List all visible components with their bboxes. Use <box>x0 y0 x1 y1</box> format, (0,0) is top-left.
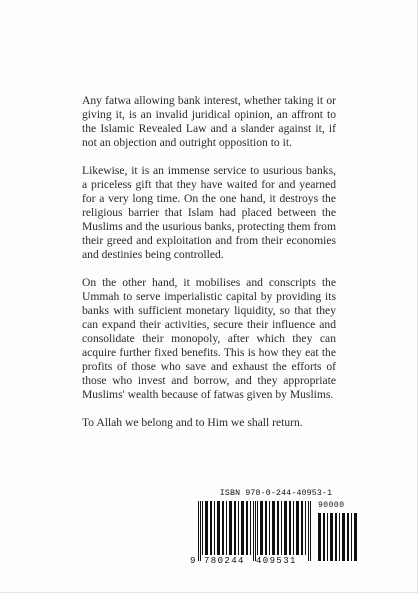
barcode-bar <box>277 501 279 555</box>
paragraph-2: Likewise, it is an immense service to usurious banks, a priceless gift that they have waited for and yearned for a very long time. On the one hand, it destroys the religious barrier that Islam had placed between the Muslims and the usurious banks, protecting them from their greed and exploitation and from their economies and destinies being controlled. <box>82 164 336 261</box>
back-cover-text <box>82 94 336 430</box>
barcode-guard-bar <box>200 501 201 561</box>
barcode-guard-bar <box>253 501 254 561</box>
barcode-bar <box>335 513 337 561</box>
barcode-bar <box>339 513 340 561</box>
paragraph-4: To Allah we belong and to Him we shall return. <box>82 416 303 429</box>
barcode-bar <box>234 501 236 555</box>
barcode-bar <box>342 513 345 561</box>
barcode-bar <box>257 501 258 555</box>
barcode-bar <box>301 501 303 555</box>
barcode-bar <box>354 513 357 561</box>
barcode-bar <box>351 513 352 561</box>
paragraph-3: On the other hand, it mobilises and conscripts the Ummah to serve imperialistic capital by providing its banks with sufficient monetary liquidity, so that they can expand their activities, secure their influence and consolidate their monopoly, after which they can acquire further fixed benefits. This is how they eat the profits of those who save and exhaust the efforts of those who invest and borrow, and they appropriate Muslims' wealth because of fatwas given by Muslims. <box>82 276 336 401</box>
barcode-bar <box>241 501 244 555</box>
barcode-guard-bar <box>198 501 199 561</box>
barcode-bar <box>210 501 212 555</box>
barcode-bar <box>323 513 325 561</box>
barcode-bar <box>226 501 227 555</box>
barcode-guard-bar <box>310 501 311 561</box>
barcode-bar <box>293 501 294 555</box>
barcode-bar <box>296 501 299 555</box>
barcode-bar <box>217 501 220 555</box>
barcode-bar <box>238 501 239 555</box>
isbn-barcode <box>190 489 362 573</box>
barcode-bar <box>284 501 287 555</box>
barcode-bar <box>289 501 291 555</box>
barcode-bar <box>347 513 349 561</box>
barcode-bar <box>272 501 275 555</box>
barcode-bar <box>260 501 263 555</box>
barcode-bar <box>330 513 333 561</box>
barcode-bar <box>214 501 215 555</box>
barcode-guard-bar <box>308 501 309 561</box>
barcode-guard-bar <box>255 501 256 561</box>
barcode-bar <box>281 501 282 555</box>
barcode-bar <box>246 501 248 555</box>
barcode-bar <box>318 513 321 561</box>
barcode-bar <box>222 501 224 555</box>
barcode-bar <box>250 501 251 555</box>
isbn-label: ISBN 978-0-244-40953-1 <box>219 489 333 498</box>
barcode-bar <box>305 501 306 555</box>
barcode-bar <box>205 501 208 555</box>
barcode-bar <box>327 513 328 561</box>
barcode-bar <box>229 501 232 555</box>
barcode-digit-first: 9 <box>190 556 196 566</box>
barcode-bar <box>265 501 267 555</box>
barcode-bar <box>202 501 203 555</box>
barcode-digits-left: 780244 <box>204 556 245 566</box>
barcode-addon-label: 90000 <box>318 501 345 510</box>
barcode-digits-right: 409531 <box>256 556 297 566</box>
paragraph-1: Any fatwa allowing bank interest, whether taking it or giving it, is an invalid juridical opinion, an affront to the Islamic Revealed Law and a slander against it, if not an objection and outright opposition to it. <box>82 94 336 149</box>
barcode-bar <box>269 501 270 555</box>
